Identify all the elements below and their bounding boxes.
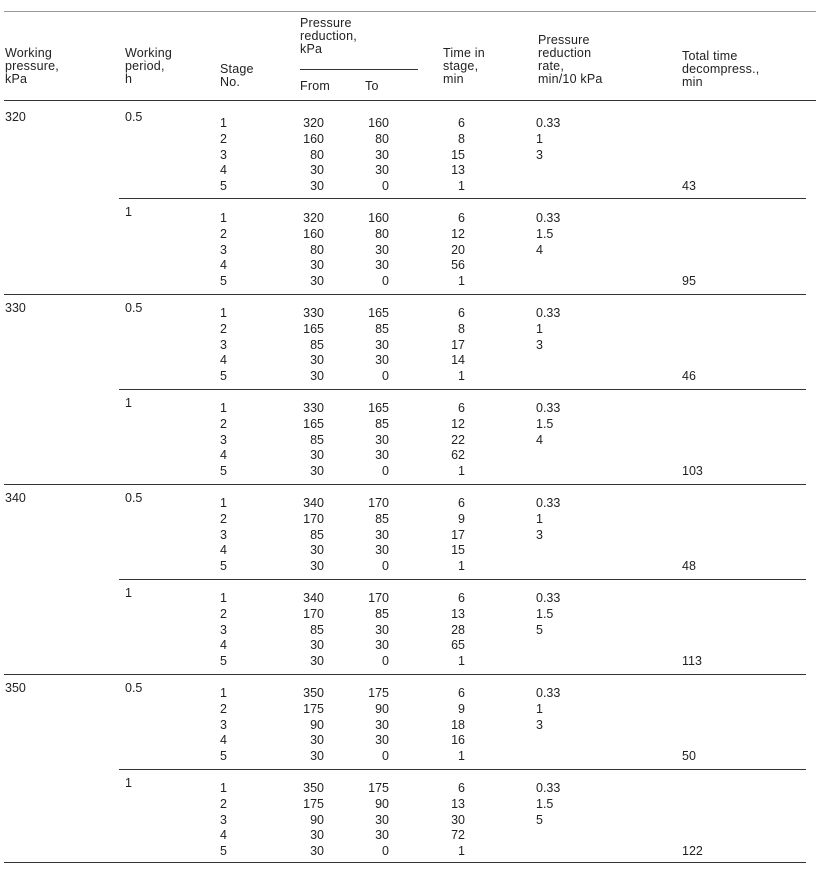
- time-value: 6: [458, 496, 465, 510]
- time-value: 17: [451, 527, 465, 542]
- working-pressure: 350: [5, 681, 26, 695]
- working-period: 0.5: [125, 681, 143, 695]
- stage-no: 4: [220, 258, 227, 273]
- time-value: 8: [458, 321, 465, 336]
- total-time-value: 103: [682, 464, 703, 479]
- rate-value: 0.33: [536, 116, 561, 130]
- to-value: 80: [375, 131, 389, 146]
- to-value: 170: [368, 591, 389, 605]
- to-value: 0: [382, 654, 389, 669]
- from-value: 340: [303, 591, 324, 605]
- rate-value: 3: [536, 717, 543, 732]
- time-value: 12: [451, 416, 465, 431]
- time-value: 6: [458, 591, 465, 605]
- time-value: 1: [458, 464, 465, 479]
- stage-no: 5: [220, 749, 227, 764]
- from-value: 30: [310, 543, 324, 558]
- stage-no: 4: [220, 543, 227, 558]
- total-time-value: 48: [682, 559, 696, 574]
- from-value: 30: [310, 179, 324, 194]
- time-value: 1: [458, 274, 465, 289]
- to-value: 30: [375, 448, 389, 463]
- from-value: 170: [303, 606, 324, 621]
- from-value: 30: [310, 828, 324, 843]
- from-value: 90: [310, 812, 324, 827]
- stage-no: 5: [220, 274, 227, 289]
- from-value: 85: [310, 622, 324, 637]
- to-value: 160: [368, 116, 389, 130]
- time-value: 56: [451, 258, 465, 273]
- time-value: 15: [451, 543, 465, 558]
- total-time-value: 43: [682, 179, 696, 194]
- header-rule: [4, 100, 816, 101]
- stage-no: 4: [220, 448, 227, 463]
- header-reduction-rate: Pressure reduction rate, min/10 kPa: [538, 33, 603, 86]
- total-time-value: 113: [682, 654, 702, 669]
- to-value: 0: [382, 274, 389, 289]
- to-value: 165: [368, 401, 389, 415]
- rate-value: 0.33: [536, 686, 561, 700]
- to-value: 0: [382, 179, 389, 194]
- stage-no: 1: [220, 496, 227, 510]
- time-value: 22: [451, 432, 465, 447]
- time-value: 1: [458, 654, 465, 669]
- working-period: 1: [125, 776, 132, 790]
- time-value: 6: [458, 306, 465, 320]
- from-value: 165: [303, 416, 324, 431]
- total-time-value: 50: [682, 749, 696, 764]
- stage-no: 1: [220, 306, 227, 320]
- stage-no: 2: [220, 606, 227, 621]
- time-value: 1: [458, 749, 465, 764]
- rate-value: 1.5: [536, 796, 554, 811]
- time-value: 62: [451, 448, 465, 463]
- from-value: 85: [310, 432, 324, 447]
- to-value: 85: [375, 321, 389, 336]
- stage-no: 2: [220, 226, 227, 241]
- total-time-value: 122: [682, 844, 703, 859]
- header-stage-no: Stage No.: [220, 62, 254, 89]
- time-value: 13: [451, 163, 465, 178]
- stage-no: 2: [220, 131, 227, 146]
- time-value: 14: [451, 353, 465, 368]
- rate-value: 4: [536, 242, 543, 257]
- stage-no: 3: [220, 337, 227, 352]
- stage-no: 5: [220, 844, 227, 859]
- from-value: 30: [310, 163, 324, 178]
- to-value: 30: [375, 353, 389, 368]
- to-value: 30: [375, 527, 389, 542]
- stage-no: 1: [220, 781, 227, 795]
- header-time-in-stage: Time in stage, min: [443, 46, 485, 86]
- time-value: 6: [458, 781, 465, 795]
- rate-value: 1.5: [536, 606, 554, 621]
- time-value: 17: [451, 337, 465, 352]
- time-value: 6: [458, 686, 465, 700]
- header-working-period: Working period, h: [125, 46, 173, 86]
- stage-no: 5: [220, 369, 227, 384]
- working-pressure: 340: [5, 491, 26, 505]
- rate-value: 1: [536, 131, 543, 146]
- to-value: 30: [375, 812, 389, 827]
- stage-no: 4: [220, 828, 227, 843]
- time-value: 28: [451, 622, 465, 637]
- to-value: 30: [375, 717, 389, 732]
- to-value: 30: [375, 622, 389, 637]
- to-value: 160: [368, 211, 389, 225]
- header-pressure-reduction: Pressure reduction, kPa: [300, 16, 357, 56]
- rate-value: 1: [536, 511, 543, 526]
- stage-no: 1: [220, 401, 227, 415]
- rate-value: 0.33: [536, 781, 561, 795]
- from-value: 330: [303, 306, 324, 320]
- working-period: 1: [125, 396, 132, 410]
- time-value: 1: [458, 559, 465, 574]
- time-value: 18: [451, 717, 465, 732]
- to-value: 90: [375, 701, 389, 716]
- stage-no: 2: [220, 511, 227, 526]
- time-value: 9: [458, 511, 465, 526]
- time-value: 9: [458, 701, 465, 716]
- from-value: 30: [310, 638, 324, 653]
- from-value: 30: [310, 258, 324, 273]
- stage-no: 3: [220, 622, 227, 637]
- rate-value: 4: [536, 432, 543, 447]
- stage-no: 1: [220, 591, 227, 605]
- rate-value: 0.33: [536, 591, 561, 605]
- stage-no: 3: [220, 432, 227, 447]
- time-value: 65: [451, 638, 465, 653]
- to-value: 175: [368, 781, 389, 795]
- from-value: 80: [310, 242, 324, 257]
- header-from: From: [300, 79, 330, 93]
- stage-no: 3: [220, 717, 227, 732]
- time-value: 12: [451, 226, 465, 241]
- stage-no: 5: [220, 464, 227, 479]
- time-value: 6: [458, 116, 465, 130]
- working-pressure: 330: [5, 301, 26, 315]
- from-value: 30: [310, 274, 324, 289]
- to-value: 90: [375, 796, 389, 811]
- from-value: 85: [310, 527, 324, 542]
- time-value: 6: [458, 401, 465, 415]
- from-value: 350: [303, 781, 324, 795]
- top-rule: [4, 11, 816, 12]
- from-value: 90: [310, 717, 324, 732]
- from-value: 160: [303, 226, 324, 241]
- rate-value: 1: [536, 701, 543, 716]
- rate-value: 3: [536, 147, 543, 162]
- time-value: 16: [451, 733, 465, 748]
- to-value: 30: [375, 163, 389, 178]
- stage-no: 2: [220, 701, 227, 716]
- stage-no: 4: [220, 638, 227, 653]
- rate-value: 0.33: [536, 306, 561, 320]
- rate-value: 0.33: [536, 496, 561, 510]
- time-value: 1: [458, 844, 465, 859]
- total-time-value: 95: [682, 274, 696, 289]
- from-value: 320: [303, 116, 324, 130]
- from-value: 30: [310, 353, 324, 368]
- from-value: 80: [310, 147, 324, 162]
- to-value: 30: [375, 147, 389, 162]
- from-value: 30: [310, 654, 324, 669]
- to-value: 0: [382, 464, 389, 479]
- from-value: 30: [310, 749, 324, 764]
- rate-value: 0.33: [536, 401, 561, 415]
- total-time-value: 46: [682, 369, 696, 384]
- to-value: 175: [368, 686, 389, 700]
- stage-no: 2: [220, 321, 227, 336]
- to-value: 0: [382, 369, 389, 384]
- to-value: 30: [375, 432, 389, 447]
- working-pressure: 320: [5, 110, 26, 124]
- header-to: To: [365, 79, 379, 93]
- to-value: 0: [382, 559, 389, 574]
- working-period: 0.5: [125, 110, 143, 124]
- to-value: 80: [375, 226, 389, 241]
- to-value: 85: [375, 606, 389, 621]
- from-value: 160: [303, 131, 324, 146]
- from-value: 330: [303, 401, 324, 415]
- subgroup-rule: [119, 198, 806, 199]
- header-working-pressure: Working pressure, kPa: [5, 46, 59, 86]
- stage-no: 3: [220, 812, 227, 827]
- time-value: 15: [451, 147, 465, 162]
- to-value: 85: [375, 416, 389, 431]
- header-total-time: Total time decompress., min: [682, 49, 760, 89]
- time-value: 13: [451, 796, 465, 811]
- stage-no: 3: [220, 147, 227, 162]
- to-value: 30: [375, 828, 389, 843]
- pressure-group-rule: [4, 674, 806, 675]
- rate-value: 5: [536, 812, 543, 827]
- stage-no: 2: [220, 416, 227, 431]
- stage-no: 3: [220, 242, 227, 257]
- time-value: 1: [458, 179, 465, 194]
- working-period: 0.5: [125, 491, 143, 505]
- from-value: 170: [303, 511, 324, 526]
- subgroup-rule: [119, 389, 806, 390]
- working-period: 1: [125, 586, 132, 600]
- stage-no: 4: [220, 733, 227, 748]
- from-value: 30: [310, 369, 324, 384]
- bottom-rule: [4, 862, 806, 863]
- from-value: 175: [303, 701, 324, 716]
- to-value: 30: [375, 242, 389, 257]
- stage-no: 5: [220, 654, 227, 669]
- rate-value: 1.5: [536, 416, 554, 431]
- time-value: 72: [451, 828, 465, 843]
- stage-no: 4: [220, 353, 227, 368]
- subgroup-rule: [119, 579, 806, 580]
- from-value: 30: [310, 844, 324, 859]
- rate-value: 1.5: [536, 226, 554, 241]
- stage-no: 5: [220, 559, 227, 574]
- time-value: 6: [458, 211, 465, 225]
- stage-no: 1: [220, 211, 227, 225]
- stage-no: 1: [220, 686, 227, 700]
- time-value: 1: [458, 369, 465, 384]
- working-period: 1: [125, 205, 132, 219]
- stage-no: 4: [220, 163, 227, 178]
- stage-no: 2: [220, 796, 227, 811]
- rate-value: 1: [536, 321, 543, 336]
- from-value: 340: [303, 496, 324, 510]
- from-value: 30: [310, 559, 324, 574]
- stage-no: 5: [220, 179, 227, 194]
- subgroup-rule: [119, 769, 806, 770]
- from-value: 165: [303, 321, 324, 336]
- from-value: 320: [303, 211, 324, 225]
- to-value: 85: [375, 511, 389, 526]
- rate-value: 3: [536, 527, 543, 542]
- header-subrule: [300, 69, 418, 70]
- to-value: 30: [375, 337, 389, 352]
- to-value: 0: [382, 844, 389, 859]
- rate-value: 3: [536, 337, 543, 352]
- from-value: 350: [303, 686, 324, 700]
- stage-no: 1: [220, 116, 227, 130]
- from-value: 85: [310, 337, 324, 352]
- time-value: 13: [451, 606, 465, 621]
- to-value: 30: [375, 638, 389, 653]
- to-value: 0: [382, 749, 389, 764]
- time-value: 30: [451, 812, 465, 827]
- to-value: 165: [368, 306, 389, 320]
- from-value: 30: [310, 448, 324, 463]
- rate-value: 0.33: [536, 211, 561, 225]
- rate-value: 5: [536, 622, 543, 637]
- pressure-group-rule: [4, 484, 806, 485]
- stage-no: 3: [220, 527, 227, 542]
- working-period: 0.5: [125, 301, 143, 315]
- to-value: 30: [375, 733, 389, 748]
- to-value: 30: [375, 543, 389, 558]
- to-value: 170: [368, 496, 389, 510]
- time-value: 8: [458, 131, 465, 146]
- to-value: 30: [375, 258, 389, 273]
- from-value: 30: [310, 464, 324, 479]
- time-value: 20: [451, 242, 465, 257]
- from-value: 30: [310, 733, 324, 748]
- from-value: 175: [303, 796, 324, 811]
- pressure-group-rule: [4, 294, 806, 295]
